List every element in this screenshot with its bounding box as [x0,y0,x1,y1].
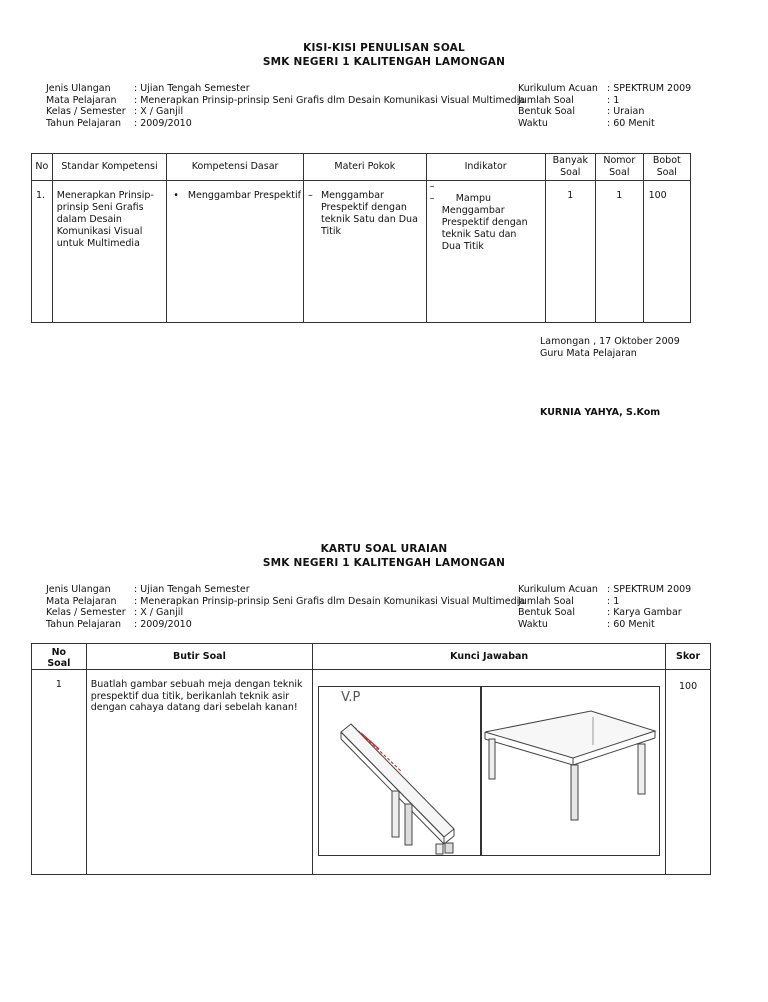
meta-label: Waktu [518,618,548,630]
meta-value: : Karya Gambar [607,607,682,618]
dash: – [307,190,313,201]
col-nomor-soal [596,154,644,181]
header-line: Soal [47,658,71,669]
meta-value: : Ujian Tengah Semester [134,584,250,595]
meta-value: : SPEKTRUM 2009 [607,584,692,595]
kartu-table [31,643,711,875]
kisi-title: KISI-KISI PENULISAN SOAL [303,42,465,54]
meta-label: Jenis Ulangan [46,83,111,94]
meta-value: : 2009/2010 [134,117,192,129]
meta-value: : Uraian [607,106,645,117]
dash: – [429,181,435,192]
col-butir-soal: Butir Soal [86,644,312,670]
col-indikator: Indikator [426,154,545,181]
cell-bobot-soal: 100 [643,181,690,323]
place-date: Lamongan , 17 Oktober 2009 [540,336,680,347]
header-line: Soal [560,167,581,178]
kisi-meta-left [46,83,526,133]
meta-label: Kelas / Semester [46,607,126,618]
meta-label: Kelas / Semester [46,106,126,117]
meta-value: : Menerapkan Prinsip-prinsip Seni Grafis dlm Desain Komunikasi Visual Multimedia [134,595,526,607]
meta-value: : 60 Menit [607,117,655,129]
kartu-header-row [32,644,711,670]
ind-text: Menggambar Prespektif dengan teknik Satu dan Dua Titik [441,205,528,252]
meta-label: Mata Pelajaran [46,595,117,607]
meta-label: Waktu [518,117,548,129]
answer-sketch-two [480,686,660,856]
vp-label: V.P [341,690,361,705]
cell-skor: 100 [666,670,711,875]
col-no-soal [32,644,87,670]
kartu-title: KARTU SOAL URAIAN [320,543,448,555]
meta-value: : 2009/2010 [134,618,192,630]
perspective-table-one-icon [319,687,481,855]
table-row [32,181,691,323]
cell-kompetensi-dasar [167,181,304,323]
meta-value: : Ujian Tengah Semester [134,83,250,94]
col-standar-kompetensi: Standar Kompetensi [52,154,166,181]
meta-value: : X / Ganjil [134,607,184,618]
cell-banyak-soal: 1 [545,181,596,323]
cell-indikator [426,181,545,323]
meta-label: Jumlah Soal [518,94,574,106]
col-bobot-soal [643,154,690,181]
col-materi-pokok: Materi Pokok [303,154,426,181]
cell-no-soal: 1 [32,670,87,875]
ind-first: Mampu [455,193,492,204]
meta-label: Kurikulum Acuan [518,584,598,595]
kisi-school-title: SMK NEGERI 1 KALITENGAH LAMONGAN [262,56,506,68]
meta-value: : X / Ganjil [134,106,184,117]
meta-value: : 1 [607,595,620,607]
cell-standar-kompetensi: Menerapkan Prinsip-prinsip Seni Grafis dalam Desain Komunikasi Visual untuk Multimedia [52,181,166,323]
bullet: • [173,190,179,201]
table-row [32,670,711,875]
col-kompetensi-dasar: Kompetensi Dasar [167,154,304,181]
kisi-table [31,153,691,323]
cell-butir-soal: Buatlah gambar sebuah meja dengan teknik prespektif dua titik, berikanlah teknik asir dengan cahaya datang dari sebelah kanan! [86,670,312,875]
col-no: No [32,154,53,181]
header-line: Banyak [552,155,588,166]
meta-value: : SPEKTRUM 2009 [607,83,692,94]
meta-value: : 1 [607,94,620,106]
cell-no: 1. [32,181,53,323]
col-skor: Skor [666,644,711,670]
kartu-meta-left [46,584,526,634]
meta-value: : Menerapkan Prinsip-prinsip Seni Grafis dlm Desain Komunikasi Visual Multimedia [134,94,526,106]
cell-nomor-soal: 1 [596,181,644,323]
col-banyak-soal [545,154,596,181]
header-line: Soal [656,167,677,178]
meta-label: Tahun Pelajaran [46,618,122,630]
cell-materi-pokok [303,181,426,323]
header-line: Soal [609,167,630,178]
kisi-meta-right [518,83,718,133]
dash: – [429,193,435,204]
cell-kunci-jawaban [313,670,666,875]
header-line: No [51,647,67,658]
signer-name: KURNIA YAHYA, S.Kom [540,407,661,418]
meta-label: Tahun Pelajaran [46,117,122,129]
teacher-role: Guru Mata Pelajaran [540,348,637,359]
perspective-table-two-icon [481,687,659,855]
kd-text: Menggambar Prespektif [187,190,301,201]
header-line: Bobot [652,155,681,166]
col-kunci-jawaban: Kunci Jawaban [313,644,666,670]
meta-value: : 60 Menit [607,618,655,630]
meta-label: Mata Pelajaran [46,94,117,106]
meta-label: Bentuk Soal [518,607,575,618]
kartu-meta-right [518,584,718,634]
meta-label: Jumlah Soal [518,595,574,607]
kisi-header-row [32,154,691,181]
meta-label: Kurikulum Acuan [518,83,598,94]
header-line: Nomor [603,155,636,166]
meta-label: Jenis Ulangan [46,584,111,595]
mp-text: Menggambar Prespektif dengan teknik Satu dan Dua Titik [320,190,418,237]
meta-label: Bentuk Soal [518,106,575,117]
kartu-school-title: SMK NEGERI 1 KALITENGAH LAMONGAN [262,557,506,569]
answer-sketch-one [318,686,482,856]
